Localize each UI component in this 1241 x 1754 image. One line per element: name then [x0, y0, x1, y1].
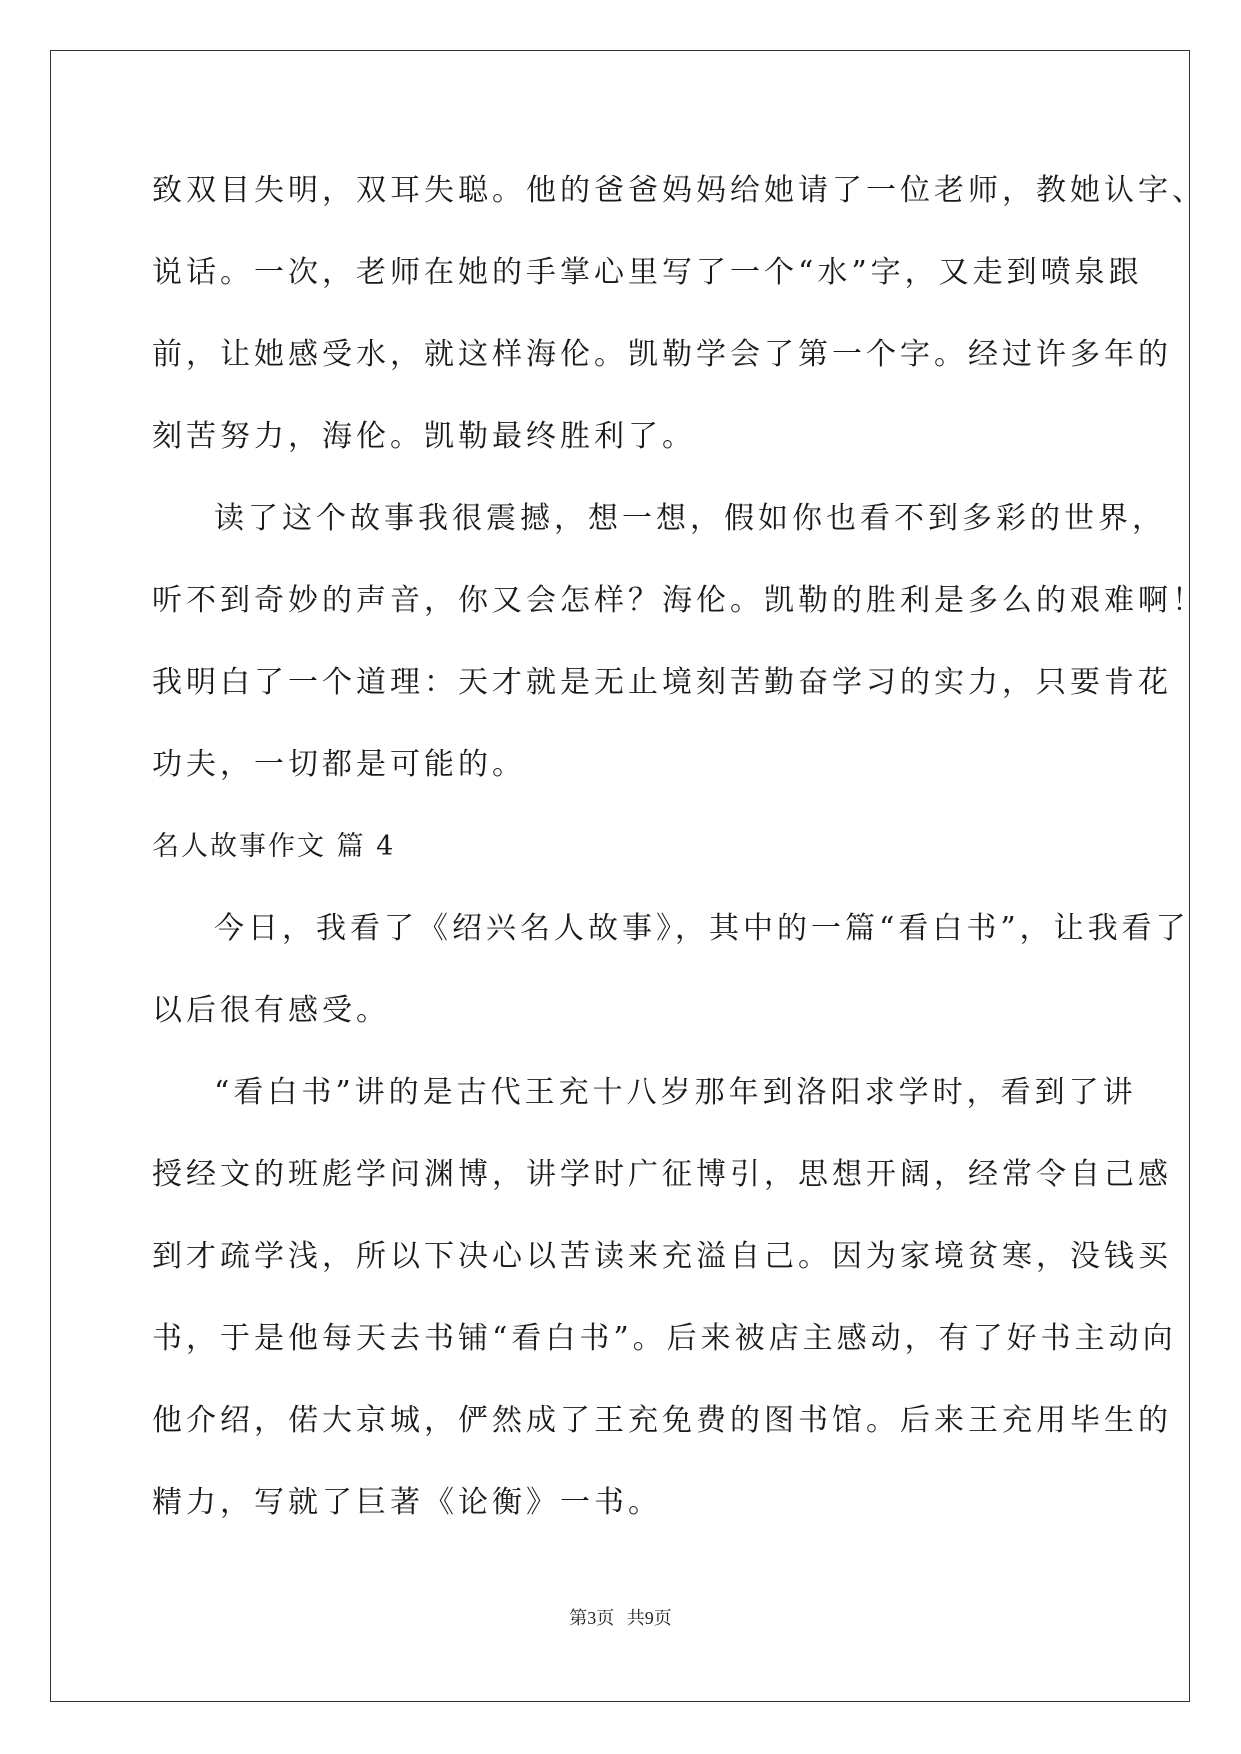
text-line: 听不到奇妙的声音，你又会怎样？海伦。凯勒的胜利是多么的艰难啊！	[152, 583, 1206, 618]
section-heading: 名人故事作文 篇 4	[152, 831, 396, 862]
text-line: 以后很有感受。	[152, 993, 390, 1028]
text-line: 今日，我看了《绍兴名人故事》，其中的一篇“看白书”，让我看了	[214, 911, 1190, 946]
text-line: “看白书”讲的是古代王充十八岁那年到洛阳求学时，看到了讲	[214, 1075, 1137, 1110]
text-line: 说话。一次，老师在她的手掌心里写了一个“水”字，又走到喷泉跟	[152, 255, 1143, 290]
text-line: 授经文的班彪学问渊博，讲学时广征博引，思想开阔，经常令自己感	[152, 1157, 1172, 1192]
text-line: 致双目失明，双耳失聪。他的爸爸妈妈给她请了一位老师，教她认字、	[152, 173, 1206, 208]
text-line: 功夫，一切都是可能的。	[152, 747, 526, 782]
text-line: 读了这个故事我很震撼，想一想，假如你也看不到多彩的世界，	[214, 501, 1166, 536]
text-line: 到才疏学浅，所以下决心以苦读来充溢自己。因为家境贫寒，没钱买	[152, 1239, 1172, 1274]
total-pages-label: 共9页	[626, 1608, 672, 1628]
page-footer	[0, 1604, 1241, 1630]
document-body	[152, 150, 1206, 1544]
text-line: 精力，写就了巨著《论衡》一书。	[152, 1485, 662, 1520]
current-page-label: 第3页	[569, 1608, 615, 1628]
text-line: 前，让她感受水，就这样海伦。凯勒学会了第一个字。经过许多年的	[152, 337, 1172, 372]
text-line: 书，于是他每天去书铺“看白书”。后来被店主感动，有了好书主动向	[152, 1321, 1177, 1356]
text-line: 刻苦努力，海伦。凯勒最终胜利了。	[152, 419, 696, 454]
text-line: 他介绍，偌大京城，俨然成了王充免费的图书馆。后来王充用毕生的	[152, 1403, 1172, 1438]
text-line: 我明白了一个道理：天才就是无止境刻苦勤奋学习的实力，只要肯花	[152, 665, 1172, 700]
